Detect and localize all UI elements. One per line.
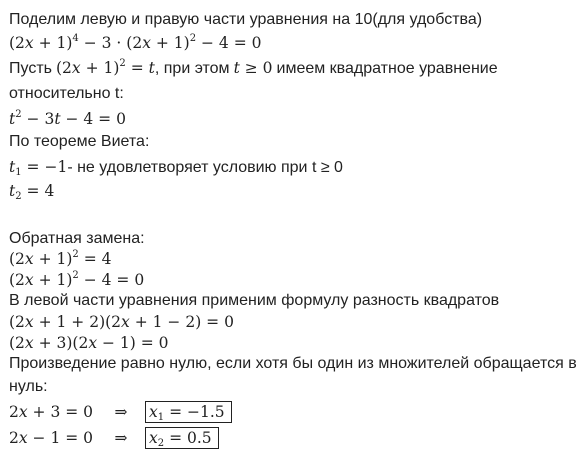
zero-product-text-2: нуль: bbox=[9, 378, 48, 395]
substitution-condition: t ≥ 0 bbox=[233, 59, 273, 77]
equation-quadratic: $t^2 - 3t - 4 = 0$ bbox=[9, 109, 126, 128]
answer-x2-value: 0.5 bbox=[187, 429, 212, 447]
substitution-text-b: , при этом bbox=[154, 60, 230, 77]
difference-of-squares-text: В левой части уравнения применим формулу разность квадратов bbox=[9, 292, 500, 309]
equation-x2: 2x − 1 = 0 bbox=[9, 429, 94, 447]
root-t1-note: - не удовлетворяет условию при t ≥ 0 bbox=[67, 159, 343, 176]
equation-back-sub-2: $(2x + 1)^2 - 4 = 0$ bbox=[9, 270, 145, 289]
implies-arrow-2: ⇒ bbox=[114, 429, 128, 447]
substitution-text-c: имеем квадратное уравнение bbox=[276, 60, 498, 77]
relative-to-t-text: относительно t: bbox=[9, 85, 124, 102]
substitution-formula: $(2x + 1)^2 = t$ bbox=[55, 58, 155, 77]
answer-x1-value: −1.5 bbox=[187, 403, 225, 421]
vieta-heading: По теореме Виета: bbox=[9, 133, 150, 150]
solution-x2-line bbox=[9, 427, 219, 449]
substitution-text-a: Пусть bbox=[9, 60, 52, 77]
equation-factored-1: (2x + 1 + 2)(2x + 1 − 2) = 0 bbox=[9, 313, 234, 331]
equation-factored-2: (2x + 3)(2x − 1) = 0 bbox=[9, 334, 169, 352]
implies-arrow-1: ⇒ bbox=[114, 403, 128, 421]
solution-x1-line bbox=[9, 401, 232, 423]
root-t1-formula: $t_1 = -1$ bbox=[9, 158, 68, 178]
answer-x1-box: $x_1 = -1.5$ bbox=[145, 401, 232, 423]
root-t1-line bbox=[9, 157, 343, 178]
equation-back-sub-1: $(2x + 1)^2 = 4$ bbox=[9, 249, 112, 268]
equation-x1: 2x + 3 = 0 bbox=[9, 403, 94, 421]
answer-x2-box: $x_2 = 0.5$ bbox=[145, 427, 219, 449]
zero-product-text: Произведение равно нулю, если хотя бы один из множителей обращается в bbox=[9, 355, 577, 372]
intro-text: Поделим левую и правую части уравнения на 10(для удобства) bbox=[9, 11, 483, 28]
root-t2: $t_2 = 4$ bbox=[9, 182, 55, 202]
back-substitution-heading: Обратная замена: bbox=[9, 230, 145, 247]
equation-original: $(2x + 1)^4 - 3 \cdot (2x + 1)^2 - 4 = 0$ bbox=[9, 33, 262, 52]
substitution-line bbox=[9, 58, 498, 79]
